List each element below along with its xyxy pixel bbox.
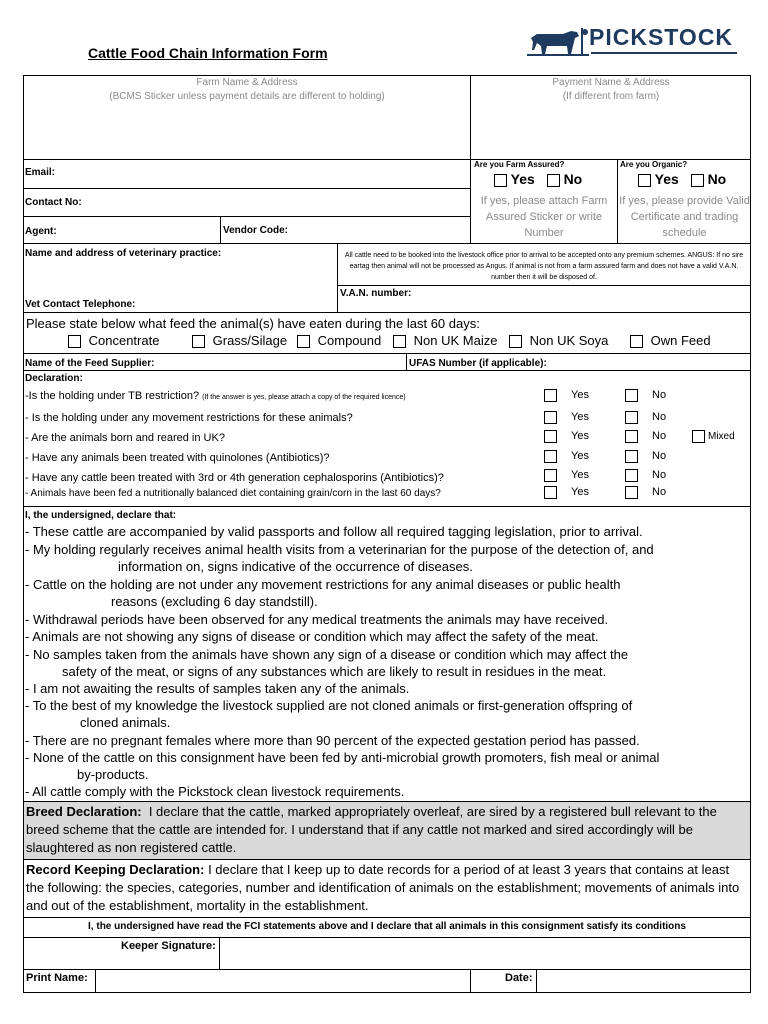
yes-label: Yes	[571, 430, 589, 443]
fci-statement: I, the undersigned have read the FCI statements above and I declare that all animals in this consignment satisfy its conditions	[88, 921, 686, 932]
q-balanced-diet: - Animals have been fed a nutritionally balanced diet containing grain/corn in the last 60 days?	[25, 488, 441, 499]
q2-no-checkbox[interactable]	[625, 411, 638, 424]
cattle-icon	[527, 26, 589, 56]
agent-field[interactable]	[62, 218, 217, 242]
declaration-line: - I am not awaiting the results of samples taken any of the animals.	[25, 681, 410, 696]
q3-no-checkbox[interactable]	[625, 430, 638, 443]
q1-yes-checkbox[interactable]	[544, 389, 557, 402]
q5-yes-checkbox[interactable]	[544, 469, 557, 482]
feed-question: Please state below what feed the animal(s) have eaten during the last 60 days:	[26, 316, 480, 331]
declaration-line: by-products.	[77, 767, 149, 782]
organic-question: Are you Organic?	[620, 160, 688, 169]
assured-no-label: No	[563, 171, 583, 187]
declaration-line: safety of the meat, or signs of any substances which are likely to result in residues in the meat.	[62, 664, 607, 679]
feed-option: Own Feed	[650, 333, 711, 348]
yes-label: Yes	[571, 486, 589, 499]
feed-soya-checkbox[interactable]	[509, 335, 522, 348]
q6-yes-checkbox[interactable]	[544, 486, 557, 499]
payment-label: Payment Name & Address	[552, 77, 670, 88]
undersigned-heading: I, the undersigned, declare that:	[25, 510, 177, 521]
record-keeping-text: I declare that I keep up to date records for a period of at least 3 years that contains at least the following: the species, categories, number and identification of animals on the establishment; movements of animals into and out of the establishment, mortality in the establishment.	[26, 862, 740, 913]
keeper-signature-field[interactable]	[221, 939, 749, 968]
no-label: No	[652, 430, 667, 443]
organic-no-label: No	[707, 171, 727, 187]
breed-declaration	[24, 802, 750, 859]
farm-name-label: Farm Name & Address	[196, 77, 298, 88]
declaration-line: information on, signs indicative of the occurrence of diseases.	[118, 559, 473, 574]
q2-yes-checkbox[interactable]	[544, 411, 557, 424]
feed-option: Non UK Soya	[529, 333, 609, 348]
farm-assured-question: Are you Farm Assured?	[474, 160, 565, 169]
feed-supplier-field[interactable]	[160, 355, 403, 370]
declaration-line: - None of the cattle on this consignment have been fed by anti-microbial growth promoters, fish meal or animal	[25, 750, 660, 765]
logo-text: PICKSTOCK	[589, 24, 734, 50]
feed-grass-checkbox[interactable]	[192, 335, 205, 348]
yes-label: Yes	[571, 389, 589, 402]
organic-yes-label: Yes	[654, 171, 679, 187]
booking-notice: All cattle need to be booked into the livestock office prior to arrival to be accepted onto any premium schemes. ANGUS: If no sire eartag then animal will not be processed as Angus. If animal is not from a farm assured farm and does not have a valid V.A.N. number then it will be disposed of.	[344, 252, 744, 281]
record-keeping-label: Record Keeping Declaration:	[26, 862, 205, 877]
assured-note: If yes, please attach Farm Assured Sticker or write Number	[480, 195, 608, 239]
declaration-line: - To the best of my knowledge the livestock supplied are not cloned animals or first-generation offspring of	[25, 698, 633, 713]
no-label: No	[652, 411, 667, 424]
declaration-line: - All cattle comply with the Pickstock clean livestock requirements.	[25, 784, 405, 799]
q4-yes-checkbox[interactable]	[544, 450, 557, 463]
organic-no-checkbox[interactable]	[691, 174, 704, 187]
breed-declaration-text: I declare that the cattle, marked appropriately overleaf, are sired by a registered bull relevant to the breed scheme that the cattle are intended for. I understand that if any cattle not marked and sired accordingly will be slaughtered as non registered cattle.	[26, 804, 717, 855]
vet-phone-label: Vet Contact Telephone:	[25, 299, 136, 310]
declaration-line: - These cattle are accompanied by valid passports and follow all required tagging legislation, prior to arrival.	[25, 524, 643, 539]
declaration-line: - My holding regularly receives animal health visits from a veterinarian for the purpose of the detection of, and	[25, 542, 654, 557]
vet-practice-label: Name and address of veterinary practice:	[25, 248, 222, 259]
yes-label: Yes	[571, 450, 589, 463]
declaration-line: - Withdrawal periods have been observed for any medical treatments the animals may have received.	[25, 612, 609, 627]
feed-maize-checkbox[interactable]	[393, 335, 406, 348]
payment-sub: (If different from farm)	[562, 91, 660, 102]
keeper-signature-label: Keeper Signature:	[121, 940, 216, 952]
feed-option: Non UK Maize	[413, 333, 498, 348]
no-label: No	[652, 389, 667, 402]
q-tb-restriction: -Is the holding under TB restriction?	[25, 390, 200, 402]
yes-label: Yes	[571, 469, 589, 482]
print-name-field[interactable]	[97, 971, 468, 991]
breed-declaration-label: Breed Declaration:	[26, 804, 142, 819]
organic-yes-checkbox[interactable]	[638, 174, 651, 187]
q3-yes-checkbox[interactable]	[544, 430, 557, 443]
feed-own-checkbox[interactable]	[630, 335, 643, 348]
agent-label: Agent:	[25, 226, 57, 237]
declaration-line: - There are no pregnant females where more than 90 percent of the expected gestation period has passed.	[25, 733, 640, 748]
email-label: Email:	[25, 167, 56, 178]
organic-note: If yes, please provide Valid Certificate and trading schedule	[619, 195, 750, 239]
feed-option: Compound	[317, 333, 382, 348]
q-cephalosporins: - Have any cattle been treated with 3rd or 4th generation cephalosporins (Antibiotics)?	[25, 472, 444, 484]
feed-option: Grass/Silage	[212, 333, 288, 348]
farm-address-field[interactable]	[24, 105, 470, 159]
feed-supplier-label: Name of the Feed Supplier:	[25, 358, 155, 369]
email-field[interactable]	[60, 161, 468, 187]
q4-no-checkbox[interactable]	[625, 450, 638, 463]
feed-option: Concentrate	[88, 333, 160, 348]
form-title: Cattle Food Chain Information Form	[88, 45, 328, 61]
declaration-line: - Cattle on the holding are not under any movement restrictions for any animal diseases or public health	[25, 577, 621, 592]
no-label: No	[652, 469, 667, 482]
feed-compound-checkbox[interactable]	[297, 335, 310, 348]
q6-no-checkbox[interactable]	[625, 486, 638, 499]
q5-no-checkbox[interactable]	[625, 469, 638, 482]
declaration-line: reasons (excluding 6 day standstill).	[111, 594, 318, 609]
declaration-line: - Animals are not showing any signs of disease or condition which may affect the safety of the meat.	[25, 629, 599, 644]
q-tb-note: (If the answer is yes, please attach a copy of the required licence)	[202, 394, 406, 401]
yes-label: Yes	[571, 411, 589, 424]
assured-yes-label: Yes	[510, 171, 535, 187]
declaration-line: cloned animals.	[80, 715, 171, 730]
q1-no-checkbox[interactable]	[625, 389, 638, 402]
no-label: No	[652, 450, 667, 463]
vendor-code-label: Vendor Code:	[223, 225, 289, 236]
q-movement-restriction: - Is the holding under any movement restrictions for these animals?	[25, 412, 353, 424]
date-field[interactable]	[538, 971, 749, 991]
feed-concentrate-checkbox[interactable]	[68, 335, 81, 348]
q-born-reared-uk: - Are the animals born and reared in UK?	[25, 432, 225, 444]
no-label: No	[652, 486, 667, 499]
van-number-field[interactable]	[420, 287, 748, 311]
pickstock-logo	[527, 24, 739, 58]
declaration-line: - No samples taken from the animals have shown any sign of a disease or condition which may affect the	[25, 647, 629, 662]
payment-address-field[interactable]	[471, 105, 751, 159]
q-quinolones: - Have any animals been treated with quinolones (Antibiotics)?	[25, 452, 330, 464]
contact-no-label: Contact No:	[25, 197, 82, 208]
ufas-field[interactable]	[550, 355, 748, 370]
contact-no-field[interactable]	[85, 190, 468, 216]
mixed-label: Mixed	[708, 431, 735, 443]
date-label: Date:	[505, 972, 533, 984]
vendor-code-field[interactable]	[292, 218, 468, 242]
declaration-heading: Declaration:	[25, 373, 83, 384]
q3-mixed-checkbox[interactable]	[692, 430, 705, 443]
ufas-label: UFAS Number (if applicable):	[409, 358, 547, 369]
van-number-label: V.A.N. number:	[340, 288, 412, 299]
print-name-label: Print Name:	[26, 972, 88, 984]
assured-yes-checkbox[interactable]	[494, 174, 507, 187]
farm-name-sub: (BCMS Sticker unless payment details are different to holding)	[109, 91, 385, 102]
vet-practice-field[interactable]	[25, 260, 335, 295]
assured-no-checkbox[interactable]	[547, 174, 560, 187]
record-keeping-declaration	[24, 861, 750, 915]
